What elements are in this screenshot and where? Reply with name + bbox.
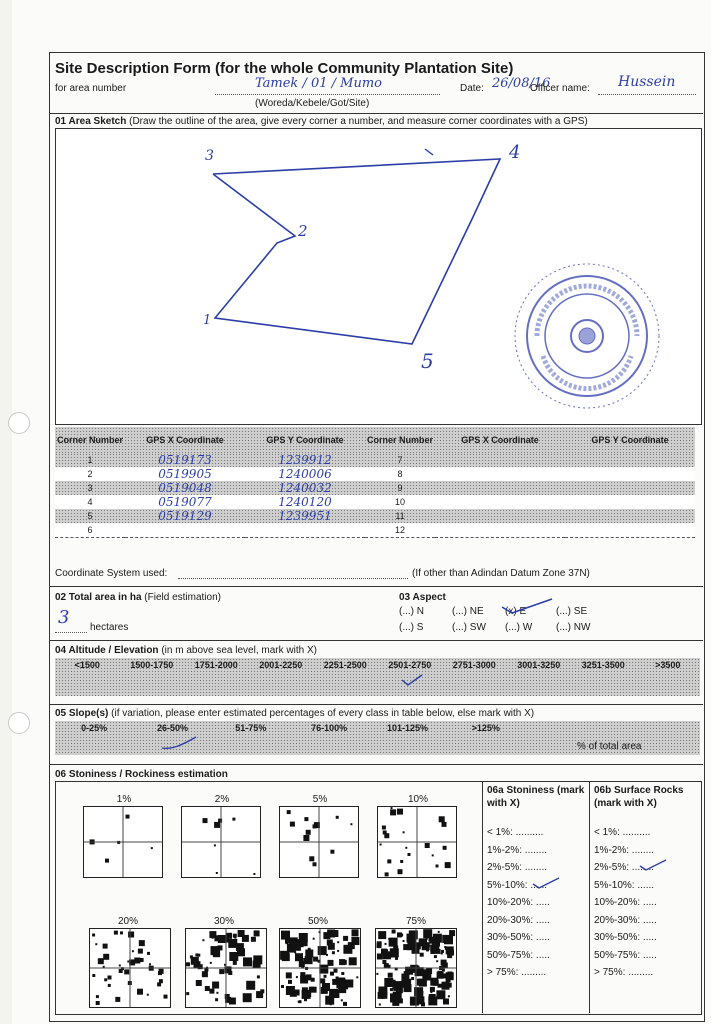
stoniness-option[interactable]: 2%-5%: ........ [487,862,548,873]
surface-rock-option[interactable]: 50%-75%: ..... [594,949,657,961]
corner-number: 9 [397,483,403,493]
stoniness-option[interactable]: < 1%: .......... [487,827,544,838]
corner-number: 5 [87,511,93,521]
officer-value[interactable]: Hussein [618,74,676,90]
aspect-option[interactable]: (...) NE [452,606,484,617]
slope-heading: 05 Slope(s) (if variation, please enter estimated percentages of every class in table below, else mark with X) [55,708,535,719]
punch-hole [8,712,30,734]
coord-system-label: Coordinate System used: [55,568,168,579]
gps-x-cell[interactable] [435,509,565,523]
stone-pattern-illustration [279,928,361,1008]
surface-rock-option[interactable]: < 1%: .......... [594,827,651,838]
aspect-option[interactable]: (...) NW [556,622,591,633]
surface-rock-option[interactable]: 20%-30%: ..... [594,914,657,926]
stone-percent-label: 1% [116,794,132,805]
stone-percent-label: 20% [117,916,138,927]
stone-pattern-illustration [181,806,261,878]
sketch-corner-label: 3 [205,148,214,164]
gps-x-cell[interactable] [435,523,565,538]
table-header-row [55,427,695,453]
altitude-option[interactable]: 2001-2250 [259,660,303,670]
total-area-value[interactable]: 3 [58,607,70,628]
date-label: Date: [460,83,484,94]
stoniness-option[interactable]: > 75%: ......... [487,967,547,978]
gps-x-cell[interactable] [125,523,245,538]
aspect-check-mark [500,597,555,619]
divider [49,640,703,641]
col-header: GPS X Coordinate [461,435,539,445]
stoniness-heading: 06 Stoniness / Rockiness estimation [55,769,228,780]
altitude-heading: 04 Altitude / Elevation (in m above sea level, mark with X) [55,645,317,656]
slope-mark [160,734,200,752]
gps-x-cell[interactable]: 0519173 [158,453,212,467]
punch-hole [8,412,30,434]
corner-number: 7 [397,455,403,465]
aspect-option[interactable]: (...) S [399,622,424,633]
sketch-drawing [55,128,700,423]
area-number-value[interactable]: Tamek / 01 / Mumo [255,76,382,91]
gps-x-cell[interactable]: 0519129 [158,509,212,523]
altitude-option[interactable]: 3001-3250 [517,660,561,670]
corner-number: 1 [87,455,93,465]
altitude-option[interactable]: 2251-2500 [323,660,367,670]
gps-y-cell[interactable]: 1240006 [278,467,332,481]
gps-x-cell[interactable]: 0519048 [158,481,212,495]
surface-rock-option[interactable]: 2%-5%: ........ [594,862,655,873]
stoniness-option[interactable]: 30%-50%: ..... [487,932,550,943]
table-row [55,523,695,538]
check-mark [531,876,561,890]
gps-x-cell[interactable] [435,467,565,481]
officer-label: Officer name: [530,83,590,94]
sketch-corner-label: 2 [298,222,308,240]
corner-number: 3 [87,483,93,493]
slope-option[interactable]: 76-100% [311,723,348,733]
rocks-col-title: 06b Surface Rocks (mark with X) [594,785,684,809]
sketch-outline [213,159,500,344]
table-row [55,495,695,509]
surface-rock-option[interactable]: 5%-10%: ...... [594,879,655,891]
area-sub-label: (Woreda/Kebele/Got/Site) [255,98,370,109]
coord-system-note: (If other than Adindan Datum Zone 37N) [412,568,590,579]
gps-y-cell[interactable] [245,523,365,538]
aspect-option[interactable]: (...) SE [556,606,588,617]
aspect-heading: 03 Aspect [399,592,446,603]
stone-percent-label: 50% [307,916,328,927]
slope-total-label: % of total area [577,741,642,752]
surface-rock-option[interactable]: > 75%: ......... [594,967,654,978]
total-area-heading: 02 Total area in ha (Field estimation) [55,592,221,603]
gps-x-cell[interactable]: 0519077 [158,495,212,509]
slope-option[interactable]: 101-125% [386,723,428,733]
aspect-option[interactable]: (...) SW [452,622,486,633]
stone-pattern-illustration [89,928,171,1008]
stone-pattern-illustration [375,928,457,1008]
surface-rock-option[interactable]: 10%-20%: ..... [594,897,657,908]
table-row [55,509,695,523]
corner-number: 8 [397,469,403,479]
gps-y-cell[interactable] [565,481,695,495]
stone-pattern-illustration [83,806,163,878]
slope-option[interactable]: 0-25% [81,723,108,733]
stoniness-option[interactable]: 20%-30%: ..... [487,914,550,926]
gps-y-cell[interactable]: 1239912 [278,453,332,467]
stone-percent-label: 10% [407,794,428,805]
slope-option[interactable]: 51-75% [235,723,267,733]
stoniness-option[interactable]: 5%-10%: ...... [487,879,548,891]
total-area-line [55,632,87,633]
slope-option[interactable]: 26-50% [156,723,188,733]
aspect-option[interactable]: (x) E [505,606,527,617]
stone-percent-label: 30% [213,916,234,927]
stoniness-option[interactable]: 1%-2%: ........ [487,844,548,856]
altitude-option[interactable]: >3500 [655,660,681,670]
sketch-heading: 01 Area Sketch (Draw the outline of the area, give every corner a number, and measure corner coordinates with a GPS) [55,116,588,127]
corner-number: 11 [395,511,405,521]
gps-y-cell[interactable] [565,467,695,481]
col-header: GPS X Coordinate [146,435,224,445]
corner-number: 10 [394,497,405,507]
official-stamp [515,264,659,408]
gps-x-cell[interactable] [435,453,565,467]
altitude-option[interactable]: 2751-3000 [452,660,496,670]
slope-option[interactable]: >125% [471,723,500,733]
divider [49,586,703,587]
gps-y-cell[interactable]: 1240120 [278,495,332,509]
gps-x-cell[interactable] [435,481,565,495]
divider-vertical [482,781,483,1013]
divider-vertical [589,781,590,1013]
area-number-label: for area number [55,83,127,94]
altitude-option[interactable]: 1500-1750 [130,660,174,670]
table-row [55,481,695,495]
total-area-unit: hectares [90,622,129,633]
corner-number: 2 [87,469,93,479]
stone-percent-label: 5% [312,794,328,805]
surface-rock-option[interactable]: 1%-2%: ........ [594,844,655,856]
col-header: GPS Y Coordinate [591,435,669,445]
gps-x-cell[interactable] [435,495,565,509]
sketch-corner-label: 1 [203,313,212,328]
officer-line [598,94,696,95]
divider [49,764,703,765]
stone-pattern-illustration [377,806,457,878]
gps-y-cell[interactable] [565,509,695,523]
col-header: GPS Y Coordinate [266,435,344,445]
stoniness-option[interactable]: 10%-20%: ..... [487,897,550,908]
area-number-line [215,94,440,95]
surface-rock-option[interactable]: 30%-50%: ..... [594,932,657,943]
altitude-option[interactable]: <1500 [74,660,100,670]
gps-y-cell[interactable] [565,523,695,538]
altitude-option[interactable]: 3251-3500 [581,660,625,670]
stone-percent-label: 75% [405,916,426,927]
stoniness-col-title: 06a Stoniness (mark with X) [487,785,585,809]
sketch-corner-label: 4 [509,142,521,163]
coordinates-table [55,427,695,538]
gps-y-cell[interactable]: 1239951 [278,509,332,523]
altitude-band [55,658,700,696]
date-value[interactable]: 26/08/16 [492,76,551,91]
coord-system-field[interactable] [178,578,408,579]
col-header: Corner Number [56,435,123,445]
corner-number: 6 [87,525,93,535]
corner-number: 4 [87,497,93,507]
stone-pattern-illustration [279,806,359,878]
table-row [55,453,695,467]
form-title: Site Description Form (for the whole Community Plantation Site) [55,60,514,77]
gps-y-cell[interactable]: 1240032 [278,481,332,495]
col-header: Corner Number [366,435,433,445]
gps-y-cell[interactable] [565,495,695,509]
altitude-option[interactable]: 1751-2000 [194,660,238,670]
altitude-option[interactable]: 2501-2750 [388,660,432,670]
divider [49,704,703,705]
aspect-option[interactable]: (...) N [399,606,424,617]
corner-number: 12 [394,525,405,535]
stoniness-option[interactable]: 50%-75%: ..... [487,949,550,961]
altitude-mark [400,672,424,688]
table-row [55,467,695,481]
check-mark [638,858,668,872]
gps-x-cell[interactable]: 0519905 [158,467,212,481]
divider [49,113,703,114]
gps-y-cell[interactable] [565,453,695,467]
aspect-option[interactable]: (...) W [505,622,533,633]
stone-percent-label: 2% [214,794,230,805]
slope-band [55,721,700,755]
sketch-corner-label: 5 [421,349,434,373]
stone-pattern-illustration [185,928,267,1008]
